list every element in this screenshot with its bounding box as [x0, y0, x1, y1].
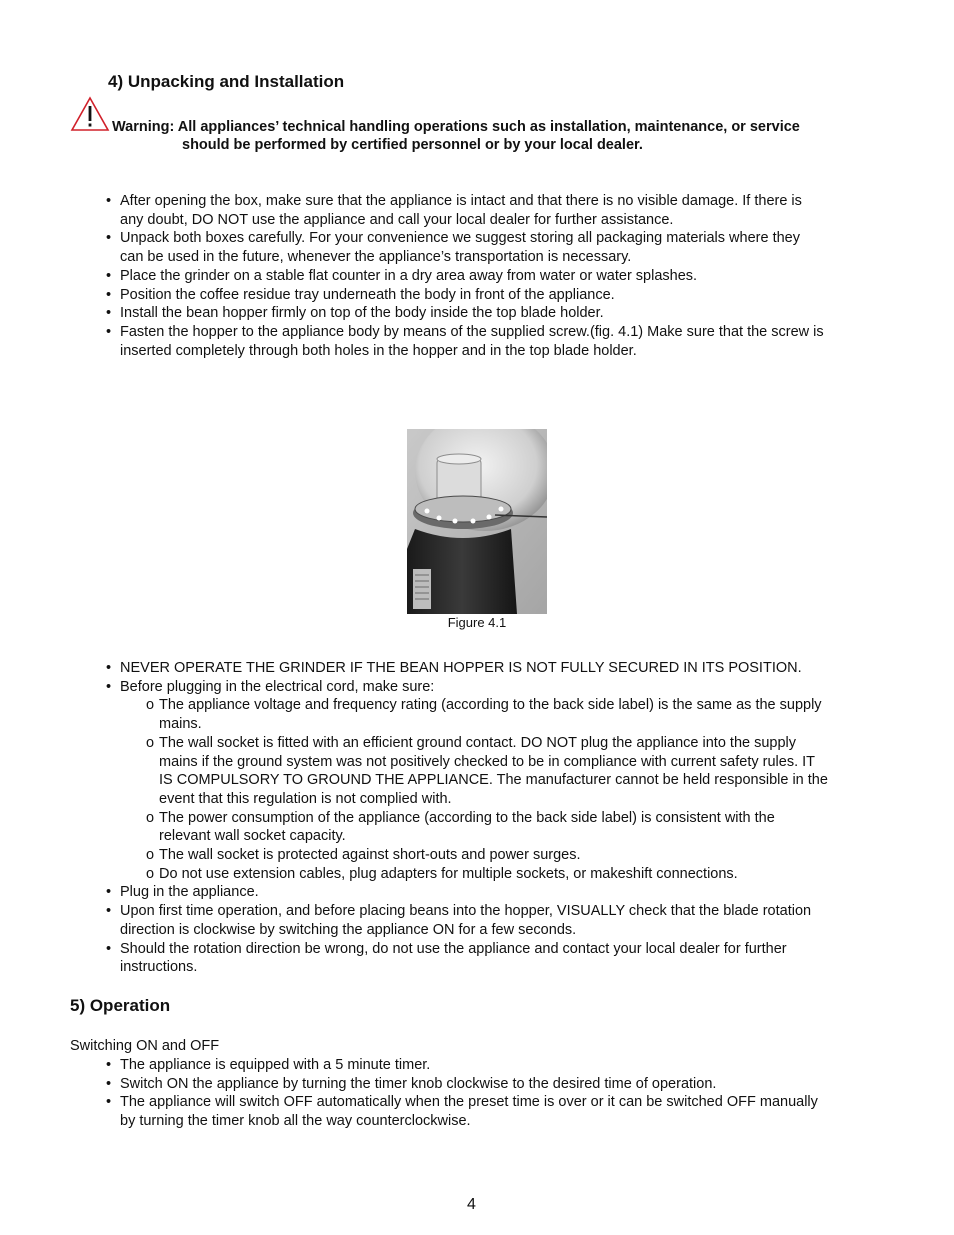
- electrical-list: [106, 659, 896, 977]
- bullet-marker: •: [106, 305, 112, 322]
- bullet-marker: •: [106, 1057, 112, 1073]
- bullet-marker: •: [106, 940, 112, 957]
- sub-list-item: [106, 696, 896, 733]
- bullet-marker: •: [106, 884, 112, 901]
- switching-subheading: Switching ON and OFF: [70, 1038, 220, 1054]
- bullet-marker: •: [106, 678, 112, 695]
- list-item: [106, 323, 896, 360]
- bullet-marker: •: [106, 267, 112, 284]
- list-item-line: by turning the timer knob all the way counterclockwise.: [120, 1113, 471, 1130]
- list-item-line: can be used in the future, whenever the appliance’s transportation is necessary.: [120, 249, 632, 266]
- list-item: [106, 229, 896, 266]
- sub-bullet-marker: o: [146, 865, 155, 882]
- sub-bullet-marker: o: [146, 847, 155, 864]
- list-item-line: inserted completely through both holes in the hopper and in the top blade holder.: [120, 342, 637, 359]
- bullet-marker: •: [106, 193, 112, 209]
- bullet-marker: •: [106, 903, 112, 920]
- sub-list-item-line: relevant wall socket capacity.: [159, 828, 346, 845]
- list-item-line: Before plugging in the electrical cord, make sure:: [120, 678, 435, 695]
- figure-caption: Figure 4.1: [447, 615, 507, 630]
- list-item-line: direction is clockwise by switching the appliance ON for a few seconds.: [120, 921, 577, 938]
- list-item: [106, 659, 896, 678]
- sub-list-item-line: The power consumption of the appliance (according to the back side label) is consistent with the: [159, 809, 775, 826]
- sub-list-item-line: Do not use extension cables, plug adapters for multiple sockets, or makeshift connections.: [159, 865, 738, 882]
- list-item: [106, 883, 896, 902]
- list-item-line: Fasten the hopper to the appliance body by means of the supplied screw.(fig. 4.1) Make sure that the screw is: [120, 323, 824, 340]
- bullet-marker: •: [106, 1075, 112, 1092]
- unpacking-list: [106, 192, 896, 360]
- sub-list-item-line: The wall socket is fitted with an efficient ground contact. DO NOT plug the appliance into the supply: [159, 734, 797, 751]
- bullet-marker: •: [106, 230, 112, 247]
- bullet-marker: •: [106, 286, 112, 303]
- list-item-line: Upon first time operation, and before placing beans into the hopper, VISUALLY check that the blade rotation: [120, 903, 812, 920]
- list-item: [106, 192, 896, 229]
- sub-list-item-line: The wall socket is protected against short-outs and power surges.: [159, 847, 581, 864]
- sub-bullet-marker: o: [146, 809, 155, 826]
- warning-text: [112, 118, 800, 154]
- operation-list: [106, 1056, 896, 1131]
- list-item: [106, 304, 896, 323]
- sub-list-item: [106, 846, 896, 865]
- list-item: [106, 1075, 896, 1094]
- bullet-marker: •: [106, 660, 112, 676]
- list-item: [106, 902, 896, 939]
- sub-list-item-line: event that this regulation is not complied with.: [159, 790, 452, 807]
- warning-triangle-icon: [70, 96, 110, 132]
- list-item: [106, 1056, 896, 1075]
- list-item: [106, 286, 896, 305]
- page-number: 4: [467, 1196, 476, 1213]
- bullet-marker: •: [106, 323, 112, 340]
- section-4-title: 4) Unpacking and Installation: [108, 72, 345, 91]
- list-item-line: Switch ON the appliance by turning the timer knob clockwise to the desired time of operation.: [120, 1075, 717, 1092]
- list-item-line: instructions.: [120, 959, 198, 976]
- sub-list-item-line: mains.: [159, 716, 202, 733]
- list-item-line: Unpack both boxes carefully. For your convenience we suggest storing all packaging materials where they: [120, 230, 800, 247]
- list-item-line: NEVER OPERATE THE GRINDER IF THE BEAN HOPPER IS NOT FULLY SECURED IN ITS POSITION.: [120, 660, 802, 676]
- list-item: [106, 678, 896, 697]
- sub-list-item-line: mains if the ground system was not positively checked to be in compliance with current safety rules. IT: [159, 753, 816, 770]
- figure-4-1-photo: [407, 429, 547, 614]
- sub-list-item-line: The appliance voltage and frequency rating (according to the back side label) is the same as the supply: [159, 697, 822, 714]
- bullet-marker: •: [106, 1094, 112, 1111]
- list-item-line: After opening the box, make sure that the appliance is intact and that there is no visible damage. If there is: [120, 193, 802, 209]
- warning-line-1: Warning: All appliances’ technical handling operations such as installation, maintenance, or service: [112, 119, 800, 135]
- list-item-line: The appliance will switch OFF automatically when the preset time is over or it can be switched OFF manually: [120, 1094, 818, 1111]
- sub-bullet-marker: o: [146, 697, 155, 714]
- list-item-line: Position the coffee residue tray underneath the body in front of the appliance.: [120, 286, 615, 303]
- list-item-line: Should the rotation direction be wrong, do not use the appliance and contact your local dealer for further: [120, 940, 787, 957]
- warning-line-2: should be performed by certified personnel or by your local dealer.: [182, 137, 643, 153]
- list-item-line: Place the grinder on a stable flat counter in a dry area away from water or water splashes.: [120, 267, 698, 284]
- list-item-line: Install the bean hopper firmly on top of the body inside the top blade holder.: [120, 305, 604, 322]
- sub-list-item: [106, 809, 896, 846]
- sub-list-item: [106, 734, 896, 809]
- sub-list-item: [106, 865, 896, 884]
- sub-list-item-line: IS COMPULSORY TO GROUND THE APPLIANCE. The manufacturer cannot be held responsible in the: [159, 772, 828, 789]
- list-item-line: Plug in the appliance.: [120, 884, 259, 901]
- list-item: [106, 940, 896, 977]
- section-5-title: 5) Operation: [70, 996, 171, 1015]
- list-item-line: any doubt, DO NOT use the appliance and call your local dealer for further assistance.: [120, 211, 674, 228]
- list-item: [106, 267, 896, 286]
- sub-bullet-marker: o: [146, 734, 155, 751]
- list-item: [106, 1093, 896, 1130]
- list-item-line: The appliance is equipped with a 5 minute timer.: [120, 1057, 431, 1073]
